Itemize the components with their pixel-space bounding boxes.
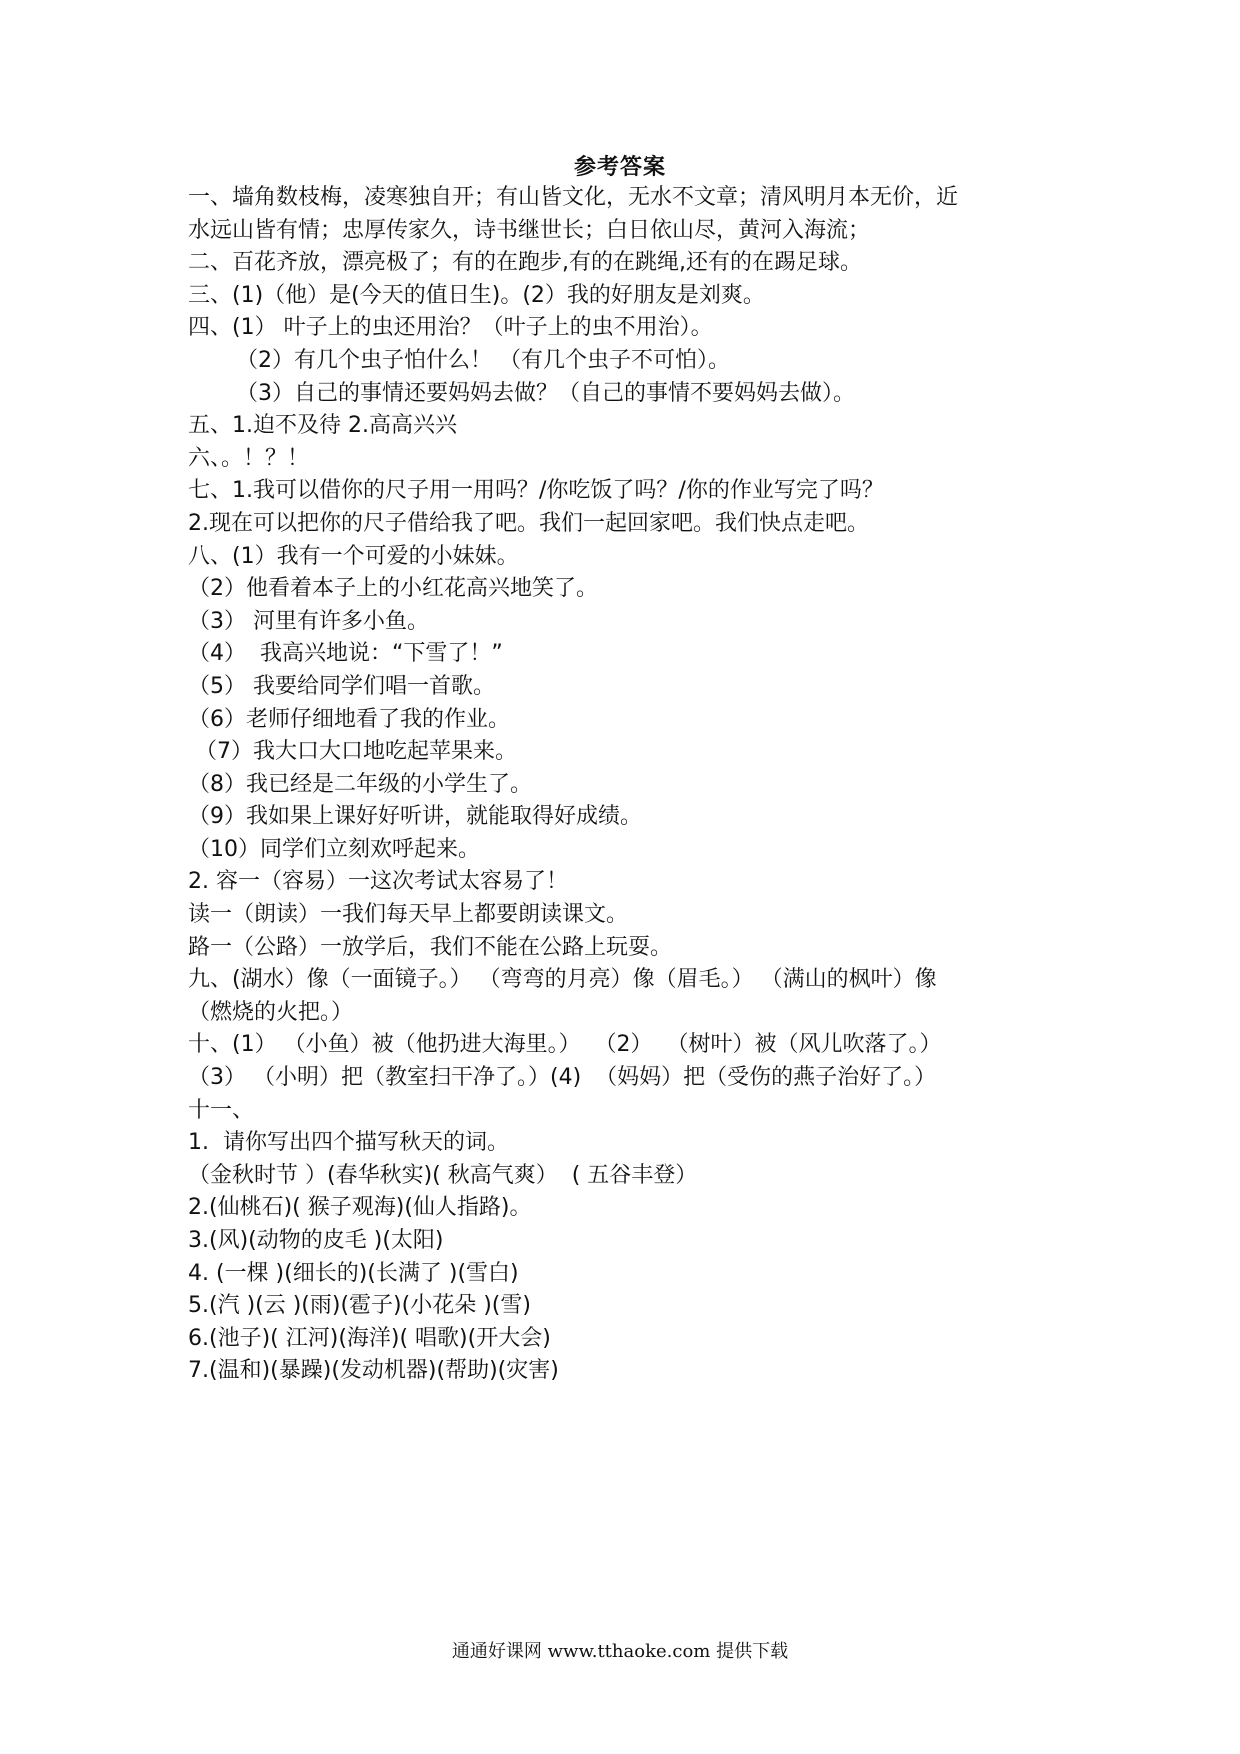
answer-line-4: 三、(1)（他）是(今天的值日生)。(2）我的好朋友是刘爽。	[188, 282, 765, 308]
answer-line-1: 一、墙角数枝梅，凌寒独自开；有山皆文化，无水不文章；清风明月本无价，近	[188, 185, 959, 210]
answer-line-22: 2. 容一（容易）一这次考试太容易了！	[188, 869, 568, 895]
answer-line-2: 水远山皆有情；忠厚传家久，诗书继世长；白日依山尽，黄河入海流；	[188, 217, 871, 243]
answer-line-26: （燃烧的火把。）	[188, 999, 354, 1025]
answer-line-11: 2.现在可以把你的尺子借给我了吧。我们一起回家吧。我们快点走吧。	[188, 510, 869, 536]
answer-line-29: 十一、	[188, 1097, 255, 1123]
answer-line-25: 九、(湖水）像（一面镜子。） （弯弯的月亮）像（眉毛。） （满山的枫叶）像	[188, 967, 937, 993]
answer-line-18: （7）我大口大口地吃起苹果来。	[188, 739, 517, 765]
answer-line-37: 7.(温和)(暴躁)(发动机器)(帮助)(灾害)	[188, 1358, 559, 1384]
answer-line-14: （3） 河里有许多小鱼。	[188, 608, 429, 634]
answer-line-6: （2）有几个虫子怕什么！ （有几个虫子不可怕）。	[236, 347, 730, 373]
answer-line-20: （9）我如果上课好好听讲，就能取得好成绩。	[188, 804, 642, 830]
answer-content	[188, 182, 1068, 1388]
answer-line-12: 八、(1）我有一个可爱的小妹妹。	[188, 543, 519, 569]
answer-line-33: 3.(风)(动物的皮毛 )(太阳)	[188, 1228, 444, 1253]
answer-line-16: （5） 我要给同学们唱一首歌。	[188, 673, 495, 699]
answer-line-10: 七、1.我可以借你的尺子用一用吗？/你吃饭了吗？/你的作业写完了吗？	[188, 478, 884, 504]
answer-line-5: 四、(1） 叶子上的虫还用治？（叶子上的虫不用治）。	[188, 315, 713, 341]
answer-line-15: （4） 我高兴地说：“下雪了！”	[188, 641, 503, 667]
answer-line-31: （金秋时节 ）(春华秋实)( 秋高气爽） ( 五谷丰登）	[188, 1162, 698, 1188]
answer-line-9: 六、。！？！	[188, 445, 310, 471]
answer-line-13: （2）他看着本子上的小红花高兴地笑了。	[188, 576, 598, 602]
answer-line-32: 2.(仙桃石)( 猴子观海)(仙人指路)。	[188, 1195, 532, 1221]
answer-line-3: 二、百花齐放，漂亮极了；有的在跑步,有的在跳绳,还有的在踢足球。	[188, 250, 862, 276]
answer-line-34: 4. (一棵 )(细长的)(长满了 )(雪白)	[188, 1260, 519, 1286]
answer-line-36: 6.(池子)( 江河)(海洋)( 唱歌)(开大会)	[188, 1325, 551, 1351]
answer-line-21: （10）同学们立刻欢呼起来。	[188, 836, 480, 862]
answer-line-24: 路一（公路）一放学后，我们不能在公路上玩耍。	[188, 934, 673, 960]
answer-line-7: （3）自己的事情还要妈妈去做？（自己的事情不要妈妈去做）。	[236, 380, 855, 406]
answer-line-23: 读一（朗读）一我们每天早上都要朗读课文。	[188, 902, 629, 928]
answer-line-8: 五、1.迫不及待 2.高高兴兴	[188, 413, 457, 439]
page-title: 参考答案	[573, 155, 666, 180]
answer-line-27: 十、(1） （小鱼）被（他扔进大海里。） （2） （树叶）被（风儿吹落了。）	[188, 1032, 942, 1058]
answer-line-35: 5.(汽 )(云 )(雨)(雹子)(小花朵 )(雪)	[188, 1293, 531, 1319]
footer-source-text: 通通好课网 www.tthaoke.com 提供下载	[451, 1641, 789, 1662]
answer-line-28: （3） （小明）把（教室扫干净了。）(4) （妈妈）把（受伤的燕子治好了。）	[188, 1065, 937, 1091]
answer-line-30: 1. 请你写出四个描写秋天的词。	[188, 1130, 509, 1156]
answer-line-17: （6）老师仔细地看了我的作业。	[188, 706, 510, 732]
answer-line-19: （8）我已经是二年级的小学生了。	[188, 771, 532, 797]
